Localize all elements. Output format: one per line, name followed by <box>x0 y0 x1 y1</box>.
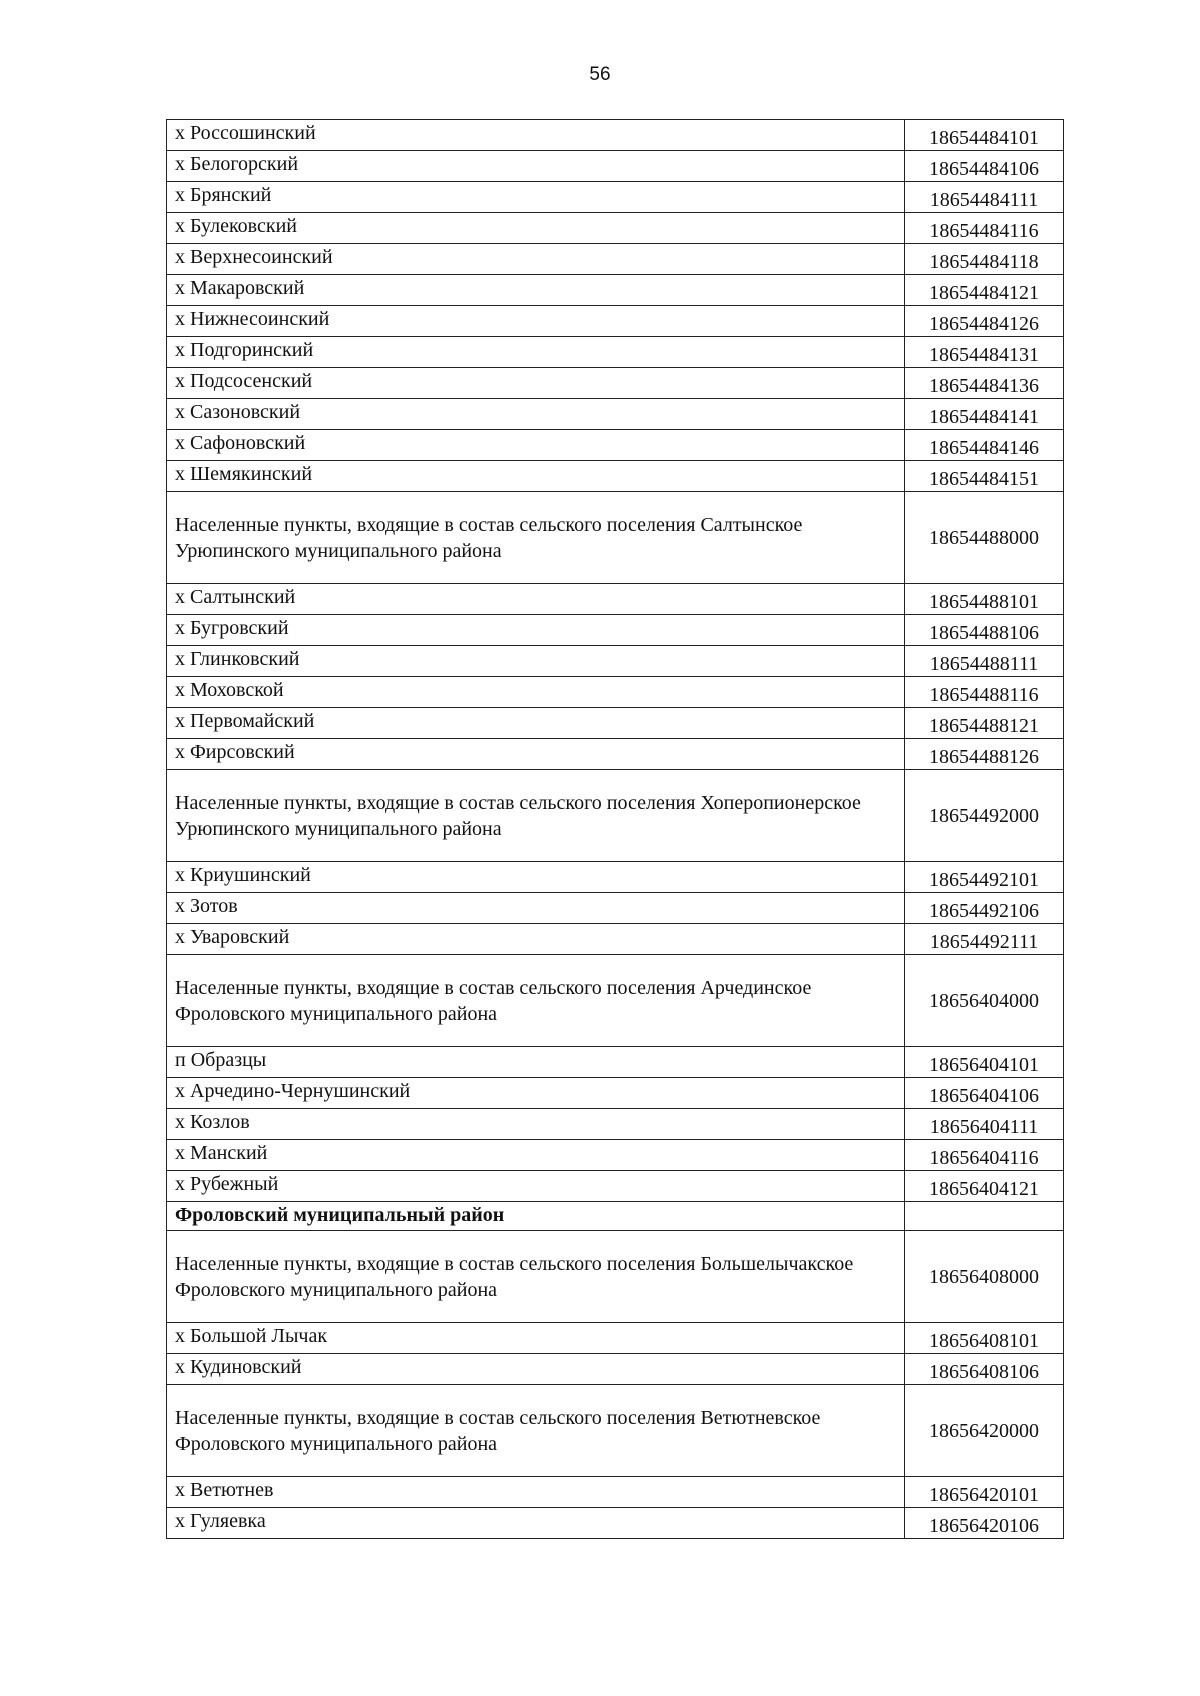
oktmo-code-cell: 18654484136 <box>905 368 1064 399</box>
settlement-row <box>167 337 1064 368</box>
settlement-group-row <box>167 492 1064 584</box>
settlement-row <box>167 1078 1064 1109</box>
settlement-row <box>167 368 1064 399</box>
oktmo-code-cell: 18654492000 <box>905 770 1064 862</box>
table-body <box>167 120 1064 1539</box>
settlement-name-cell: х Подсосенский <box>167 368 905 399</box>
oktmo-code-cell: 18654488106 <box>905 615 1064 646</box>
settlement-group-row <box>167 1385 1064 1477</box>
settlement-row <box>167 244 1064 275</box>
settlement-name-cell: х Арчедино-Чернушинский <box>167 1078 905 1109</box>
oktmo-code-cell: 18654484146 <box>905 430 1064 461</box>
settlement-row <box>167 924 1064 955</box>
settlement-name-cell: х Сафоновский <box>167 430 905 461</box>
settlement-row <box>167 893 1064 924</box>
settlement-group-row <box>167 1231 1064 1323</box>
settlements-table-wrapper <box>166 119 1064 1539</box>
settlement-name-cell: х Нижнесоинский <box>167 306 905 337</box>
settlement-name-cell: х Криушинский <box>167 862 905 893</box>
oktmo-code-cell: 18654488116 <box>905 677 1064 708</box>
settlement-name-cell: х Белогорский <box>167 151 905 182</box>
oktmo-code-cell: 18654488000 <box>905 492 1064 584</box>
group-name-cell: Населенные пункты, входящие в состав сельского поселения Ветютневское Фроловского муниципального района <box>167 1385 905 1477</box>
oktmo-code-cell: 18656420106 <box>905 1508 1064 1539</box>
settlement-name-cell: х Манский <box>167 1140 905 1171</box>
oktmo-code-cell: 18654484111 <box>905 182 1064 213</box>
oktmo-code-cell: 18656404101 <box>905 1047 1064 1078</box>
oktmo-code-cell: 18654484126 <box>905 306 1064 337</box>
settlement-name-cell: х Булековский <box>167 213 905 244</box>
oktmo-code-cell: 18656408106 <box>905 1354 1064 1385</box>
settlement-row <box>167 615 1064 646</box>
settlement-row <box>167 151 1064 182</box>
oktmo-code-cell: 18654492101 <box>905 862 1064 893</box>
group-name-cell: Населенные пункты, входящие в состав сельского поселения Хоперопионерское Урюпинского муниципального района <box>167 770 905 862</box>
oktmo-code-cell: 18654484101 <box>905 120 1064 151</box>
settlement-name-cell: х Шемякинский <box>167 461 905 492</box>
settlement-name-cell: х Сазоновский <box>167 399 905 430</box>
settlement-name-cell: п Образцы <box>167 1047 905 1078</box>
settlement-row <box>167 1109 1064 1140</box>
settlement-row <box>167 120 1064 151</box>
district-name-cell: Фроловский муниципальный район <box>167 1202 905 1231</box>
oktmo-code-cell: 18656408000 <box>905 1231 1064 1323</box>
settlement-name-cell: х Рубежный <box>167 1171 905 1202</box>
settlement-group-row <box>167 955 1064 1047</box>
settlement-row <box>167 584 1064 615</box>
settlement-row <box>167 1323 1064 1354</box>
oktmo-code-cell: 18656404106 <box>905 1078 1064 1109</box>
oktmo-code-cell: 18654484131 <box>905 337 1064 368</box>
settlement-row <box>167 1047 1064 1078</box>
settlement-name-cell: х Салтынский <box>167 584 905 615</box>
settlement-name-cell: х Ветютнев <box>167 1477 905 1508</box>
oktmo-code-cell: 18656404121 <box>905 1171 1064 1202</box>
group-name-cell: Населенные пункты, входящие в состав сельского поселения Арчединское Фроловского муниципального района <box>167 955 905 1047</box>
oktmo-code-cell: 18654492111 <box>905 924 1064 955</box>
settlement-name-cell: х Зотов <box>167 893 905 924</box>
settlement-name-cell: х Кудиновский <box>167 1354 905 1385</box>
settlement-row <box>167 399 1064 430</box>
settlement-row <box>167 306 1064 337</box>
group-name-cell: Населенные пункты, входящие в состав сельского поселения Большелычакское Фроловского муниципального района <box>167 1231 905 1323</box>
settlement-row <box>167 708 1064 739</box>
settlement-name-cell: х Макаровский <box>167 275 905 306</box>
oktmo-code-cell: 18654484118 <box>905 244 1064 275</box>
oktmo-code-cell: 18656404111 <box>905 1109 1064 1140</box>
settlement-name-cell: х Глинковский <box>167 646 905 677</box>
oktmo-code-cell: 18656408101 <box>905 1323 1064 1354</box>
group-name-cell: Населенные пункты, входящие в состав сельского поселения Салтынское Урюпинского муниципального района <box>167 492 905 584</box>
oktmo-code-cell: 18654484106 <box>905 151 1064 182</box>
oktmo-code-cell: 18654488121 <box>905 708 1064 739</box>
settlement-group-row <box>167 770 1064 862</box>
settlement-row <box>167 182 1064 213</box>
settlement-row <box>167 275 1064 306</box>
oktmo-code-cell: 18654488101 <box>905 584 1064 615</box>
settlement-row <box>167 1140 1064 1171</box>
settlement-row <box>167 430 1064 461</box>
settlement-name-cell: х Моховской <box>167 677 905 708</box>
settlement-row <box>167 739 1064 770</box>
settlement-name-cell: х Уваровский <box>167 924 905 955</box>
oktmo-code-cell: 18654488126 <box>905 739 1064 770</box>
oktmo-code-cell: 18656420000 <box>905 1385 1064 1477</box>
settlement-name-cell: х Гуляевка <box>167 1508 905 1539</box>
oktmo-code-cell: 18656404000 <box>905 955 1064 1047</box>
settlement-name-cell: х Фирсовский <box>167 739 905 770</box>
district-heading-row <box>167 1202 1064 1231</box>
settlement-name-cell: х Первомайский <box>167 708 905 739</box>
settlement-row <box>167 1477 1064 1508</box>
oktmo-code-cell: 18654484151 <box>905 461 1064 492</box>
settlement-name-cell: х Большой Лычак <box>167 1323 905 1354</box>
settlement-name-cell: х Россошинский <box>167 120 905 151</box>
oktmo-code-cell <box>905 1202 1064 1231</box>
oktmo-code-cell: 18654484116 <box>905 213 1064 244</box>
oktmo-code-cell: 18654492106 <box>905 893 1064 924</box>
page-number: 56 <box>589 64 611 85</box>
oktmo-code-cell: 18654484121 <box>905 275 1064 306</box>
oktmo-code-cell: 18654484141 <box>905 399 1064 430</box>
settlement-row <box>167 1171 1064 1202</box>
settlement-row <box>167 213 1064 244</box>
settlement-name-cell: х Козлов <box>167 1109 905 1140</box>
settlement-name-cell: х Подгоринский <box>167 337 905 368</box>
oktmo-code-cell: 18656404116 <box>905 1140 1064 1171</box>
settlement-name-cell: х Брянский <box>167 182 905 213</box>
settlements-table <box>166 119 1064 1539</box>
oktmo-code-cell: 18656420101 <box>905 1477 1064 1508</box>
settlement-row <box>167 1508 1064 1539</box>
settlement-row <box>167 1354 1064 1385</box>
settlement-row <box>167 646 1064 677</box>
settlement-row <box>167 862 1064 893</box>
oktmo-code-cell: 18654488111 <box>905 646 1064 677</box>
settlement-name-cell: х Бугровский <box>167 615 905 646</box>
settlement-row <box>167 677 1064 708</box>
settlement-row <box>167 461 1064 492</box>
settlement-name-cell: х Верхнесоинский <box>167 244 905 275</box>
